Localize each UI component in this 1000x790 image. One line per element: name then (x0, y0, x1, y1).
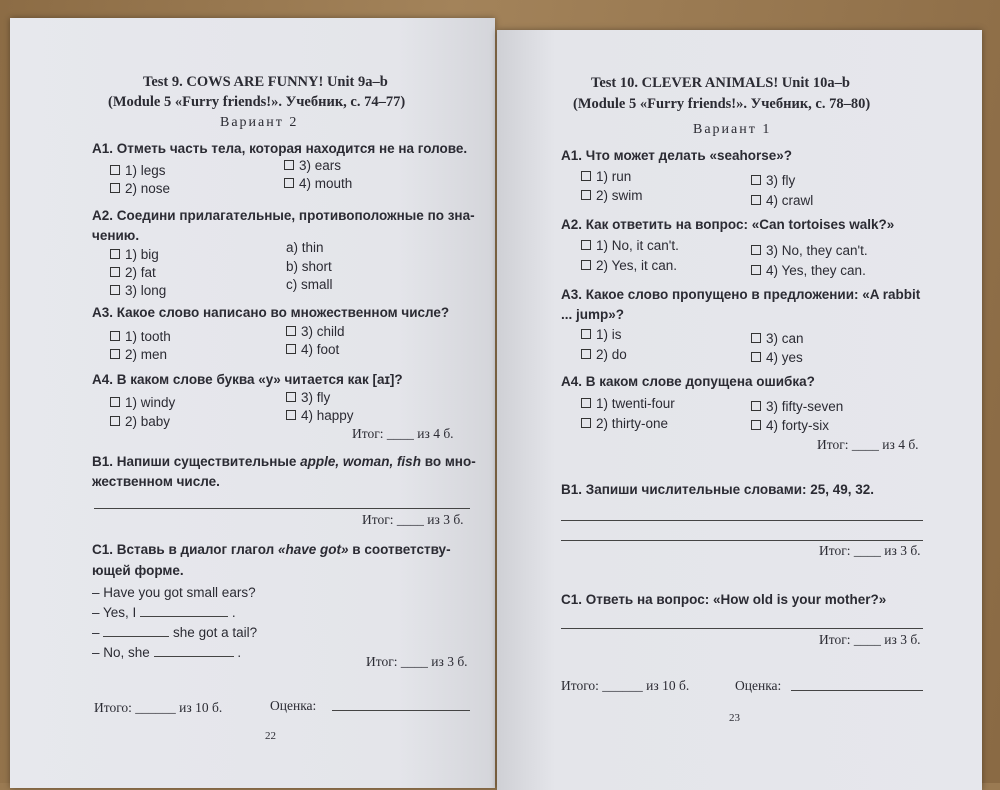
t9-c1-score: Итог: ____ из 3 б. (366, 654, 468, 669)
checkbox-icon (581, 329, 591, 339)
t9-total: Итого: ______ из 10 б. (94, 700, 223, 715)
t9-c1-question: C1. Вставь в диалог глагол «have got» в соответству- (92, 542, 451, 557)
t9-a1-option-2[interactable]: 2) nose (110, 181, 170, 196)
checkbox-icon (286, 326, 296, 336)
t9-c1-dialog-line2: – Yes, I . (92, 605, 236, 620)
t9-b1-answer-line[interactable] (94, 508, 470, 509)
t9-a2-right-c: c) small (286, 277, 333, 292)
t9-a2-left-3[interactable]: 3) long (110, 283, 166, 298)
t9-c1-blank-1[interactable] (140, 616, 228, 617)
t10-b1-score: Итог: ____ из 3 б. (819, 543, 921, 558)
t9-a2-question-line2: чению. (92, 228, 140, 243)
checkbox-icon (581, 260, 591, 270)
checkbox-icon (110, 416, 120, 426)
t9-a2-left-1[interactable]: 1) big (110, 247, 159, 262)
checkbox-icon (581, 190, 591, 200)
test9-variant: Вариант 2 (220, 115, 299, 130)
checkbox-icon (286, 410, 296, 420)
t9-grade-line[interactable] (332, 710, 470, 711)
checkbox-icon (286, 344, 296, 354)
t10-a4-score: Итог: ____ из 4 б. (817, 437, 919, 452)
test10-variant: Вариант 1 (693, 122, 772, 137)
checkbox-icon (110, 165, 120, 175)
t9-a4-option-1[interactable]: 1) windy (110, 395, 175, 410)
t10-c1-question: C1. Ответь на вопрос: «How old is your mother?» (561, 592, 887, 607)
t9-a4-option-2[interactable]: 2) baby (110, 414, 170, 429)
t9-a2-right-b: b) short (286, 259, 332, 274)
page-number-left: 22 (265, 730, 276, 742)
left-page (10, 18, 495, 788)
checkbox-icon (581, 418, 591, 428)
t10-b1-answer-line-2[interactable] (561, 540, 923, 541)
t9-a2-left-2[interactable]: 2) fat (110, 265, 156, 280)
test9-title: Test 9. COWS ARE FUNNY! Unit 9a–b (143, 74, 388, 90)
t10-c1-answer-line[interactable] (561, 628, 923, 629)
t10-a1-question: A1. Что может делать «seahorse»? (561, 148, 793, 163)
t10-a2-option-4[interactable]: 4) Yes, they can. (751, 263, 866, 278)
t9-c1-blank-3[interactable] (154, 656, 234, 657)
checkbox-icon (110, 267, 120, 277)
t9-a4-question: A4. В каком слове буква «y» читается как [aɪ]? (92, 372, 403, 387)
t9-a1-question: A1. Отметь часть тела, которая находится не на голове. (92, 141, 468, 156)
t9-b1-question-line2: жественном числе. (92, 474, 220, 489)
t9-a2-question-line1: A2. Соедини прилагательные, противоположные по зна- (92, 208, 475, 223)
t9-c1-dialog-line4: – No, she . (92, 645, 242, 660)
checkbox-icon (751, 245, 761, 255)
checkbox-icon (284, 160, 294, 170)
t10-a3-option-3[interactable]: 3) can (751, 331, 804, 346)
checkbox-icon (286, 392, 296, 402)
t10-a4-question: A4. В каком слове допущена ошибка? (561, 374, 815, 389)
checkbox-icon (751, 265, 761, 275)
t9-a4-option-4[interactable]: 4) happy (286, 408, 354, 423)
t9-c1-dialog-line3: – she got a tail? (92, 625, 258, 640)
t9-a3-option-3[interactable]: 3) child (286, 324, 345, 339)
t10-a2-option-2[interactable]: 2) Yes, it can. (581, 258, 677, 273)
t9-c1-dialog-line1: – Have you got small ears? (92, 585, 256, 600)
t10-a3-option-4[interactable]: 4) yes (751, 350, 803, 365)
checkbox-icon (581, 398, 591, 408)
t9-c1-blank-2[interactable] (103, 636, 169, 637)
t10-total: Итого: ______ из 10 б. (561, 678, 690, 693)
page-number-right: 23 (729, 712, 740, 724)
checkbox-icon (581, 171, 591, 181)
t10-b1-answer-line-1[interactable] (561, 520, 923, 521)
t10-a3-question-line2: ... jump»? (561, 307, 625, 322)
checkbox-icon (751, 352, 761, 362)
checkbox-icon (110, 349, 120, 359)
t10-a4-option-4[interactable]: 4) forty-six (751, 418, 829, 433)
t10-a1-option-3[interactable]: 3) fly (751, 173, 795, 188)
checkbox-icon (110, 249, 120, 259)
checkbox-icon (110, 285, 120, 295)
t10-a3-option-1[interactable]: 1) is (581, 327, 622, 342)
t10-a3-question-line1: A3. Какое слово пропущено в предложении: «A rabbit (561, 287, 921, 302)
checkbox-icon (110, 183, 120, 193)
t10-a2-option-3[interactable]: 3) No, they can't. (751, 243, 868, 258)
t9-a1-option-4[interactable]: 4) mouth (284, 176, 352, 191)
checkbox-icon (284, 178, 294, 188)
t9-grade-label: Оценка: (270, 698, 317, 713)
checkbox-icon (581, 240, 591, 250)
checkbox-icon (110, 397, 120, 407)
checkbox-icon (581, 349, 591, 359)
checkbox-icon (751, 195, 761, 205)
t10-grade-line[interactable] (791, 690, 923, 691)
checkbox-icon (751, 401, 761, 411)
t9-a3-option-2[interactable]: 2) men (110, 347, 167, 362)
test9-subtitle: (Module 5 «Furry friends!». Учебник, с. 74–77) (108, 94, 406, 110)
t10-a3-option-2[interactable]: 2) do (581, 347, 627, 362)
t9-b1-score: Итог: ____ из 3 б. (362, 512, 464, 527)
t9-a3-option-1[interactable]: 1) tooth (110, 329, 171, 344)
t10-a1-option-4[interactable]: 4) crawl (751, 193, 813, 208)
t10-a1-option-2[interactable]: 2) swim (581, 188, 643, 203)
t9-a1-option-3[interactable]: 3) ears (284, 158, 341, 173)
t9-a1-option-1[interactable]: 1) legs (110, 163, 166, 178)
t10-c1-score: Итог: ____ из 3 б. (819, 632, 921, 647)
test10-title: Test 10. CLEVER ANIMALS! Unit 10a–b (591, 75, 850, 91)
t10-a1-option-1[interactable]: 1) run (581, 169, 631, 184)
t9-c1-question-line2: ющей форме. (92, 563, 184, 578)
t9-a2-right-a: a) thin (286, 240, 324, 255)
t9-a4-option-3[interactable]: 3) fly (286, 390, 330, 405)
t10-a4-option-1[interactable]: 1) twenti-four (581, 396, 675, 411)
t9-a3-option-4[interactable]: 4) foot (286, 342, 339, 357)
t10-a4-option-3[interactable]: 3) fifty-seven (751, 399, 843, 414)
t9-a4-score: Итог: ____ из 4 б. (352, 426, 454, 441)
checkbox-icon (110, 331, 120, 341)
t10-grade-label: Оценка: (735, 678, 782, 693)
t10-b1-question: B1. Запиши числительные словами: 25, 49, 32. (561, 482, 875, 497)
right-page (497, 30, 982, 790)
test10-subtitle: (Module 5 «Furry friends!». Учебник, с. 78–80) (573, 96, 871, 112)
t9-b1-question: B1. Напиши существительные apple, woman, fish во мно- (92, 454, 476, 469)
t10-a2-option-1[interactable]: 1) No, it can't. (581, 238, 679, 253)
t10-a2-question: A2. Как ответить на вопрос: «Can tortoises walk?» (561, 217, 895, 232)
t10-a4-option-2[interactable]: 2) thirty-one (581, 416, 668, 431)
t9-a3-question: A3. Какое слово написано во множественном числе? (92, 305, 450, 320)
checkbox-icon (751, 333, 761, 343)
checkbox-icon (751, 420, 761, 430)
checkbox-icon (751, 175, 761, 185)
